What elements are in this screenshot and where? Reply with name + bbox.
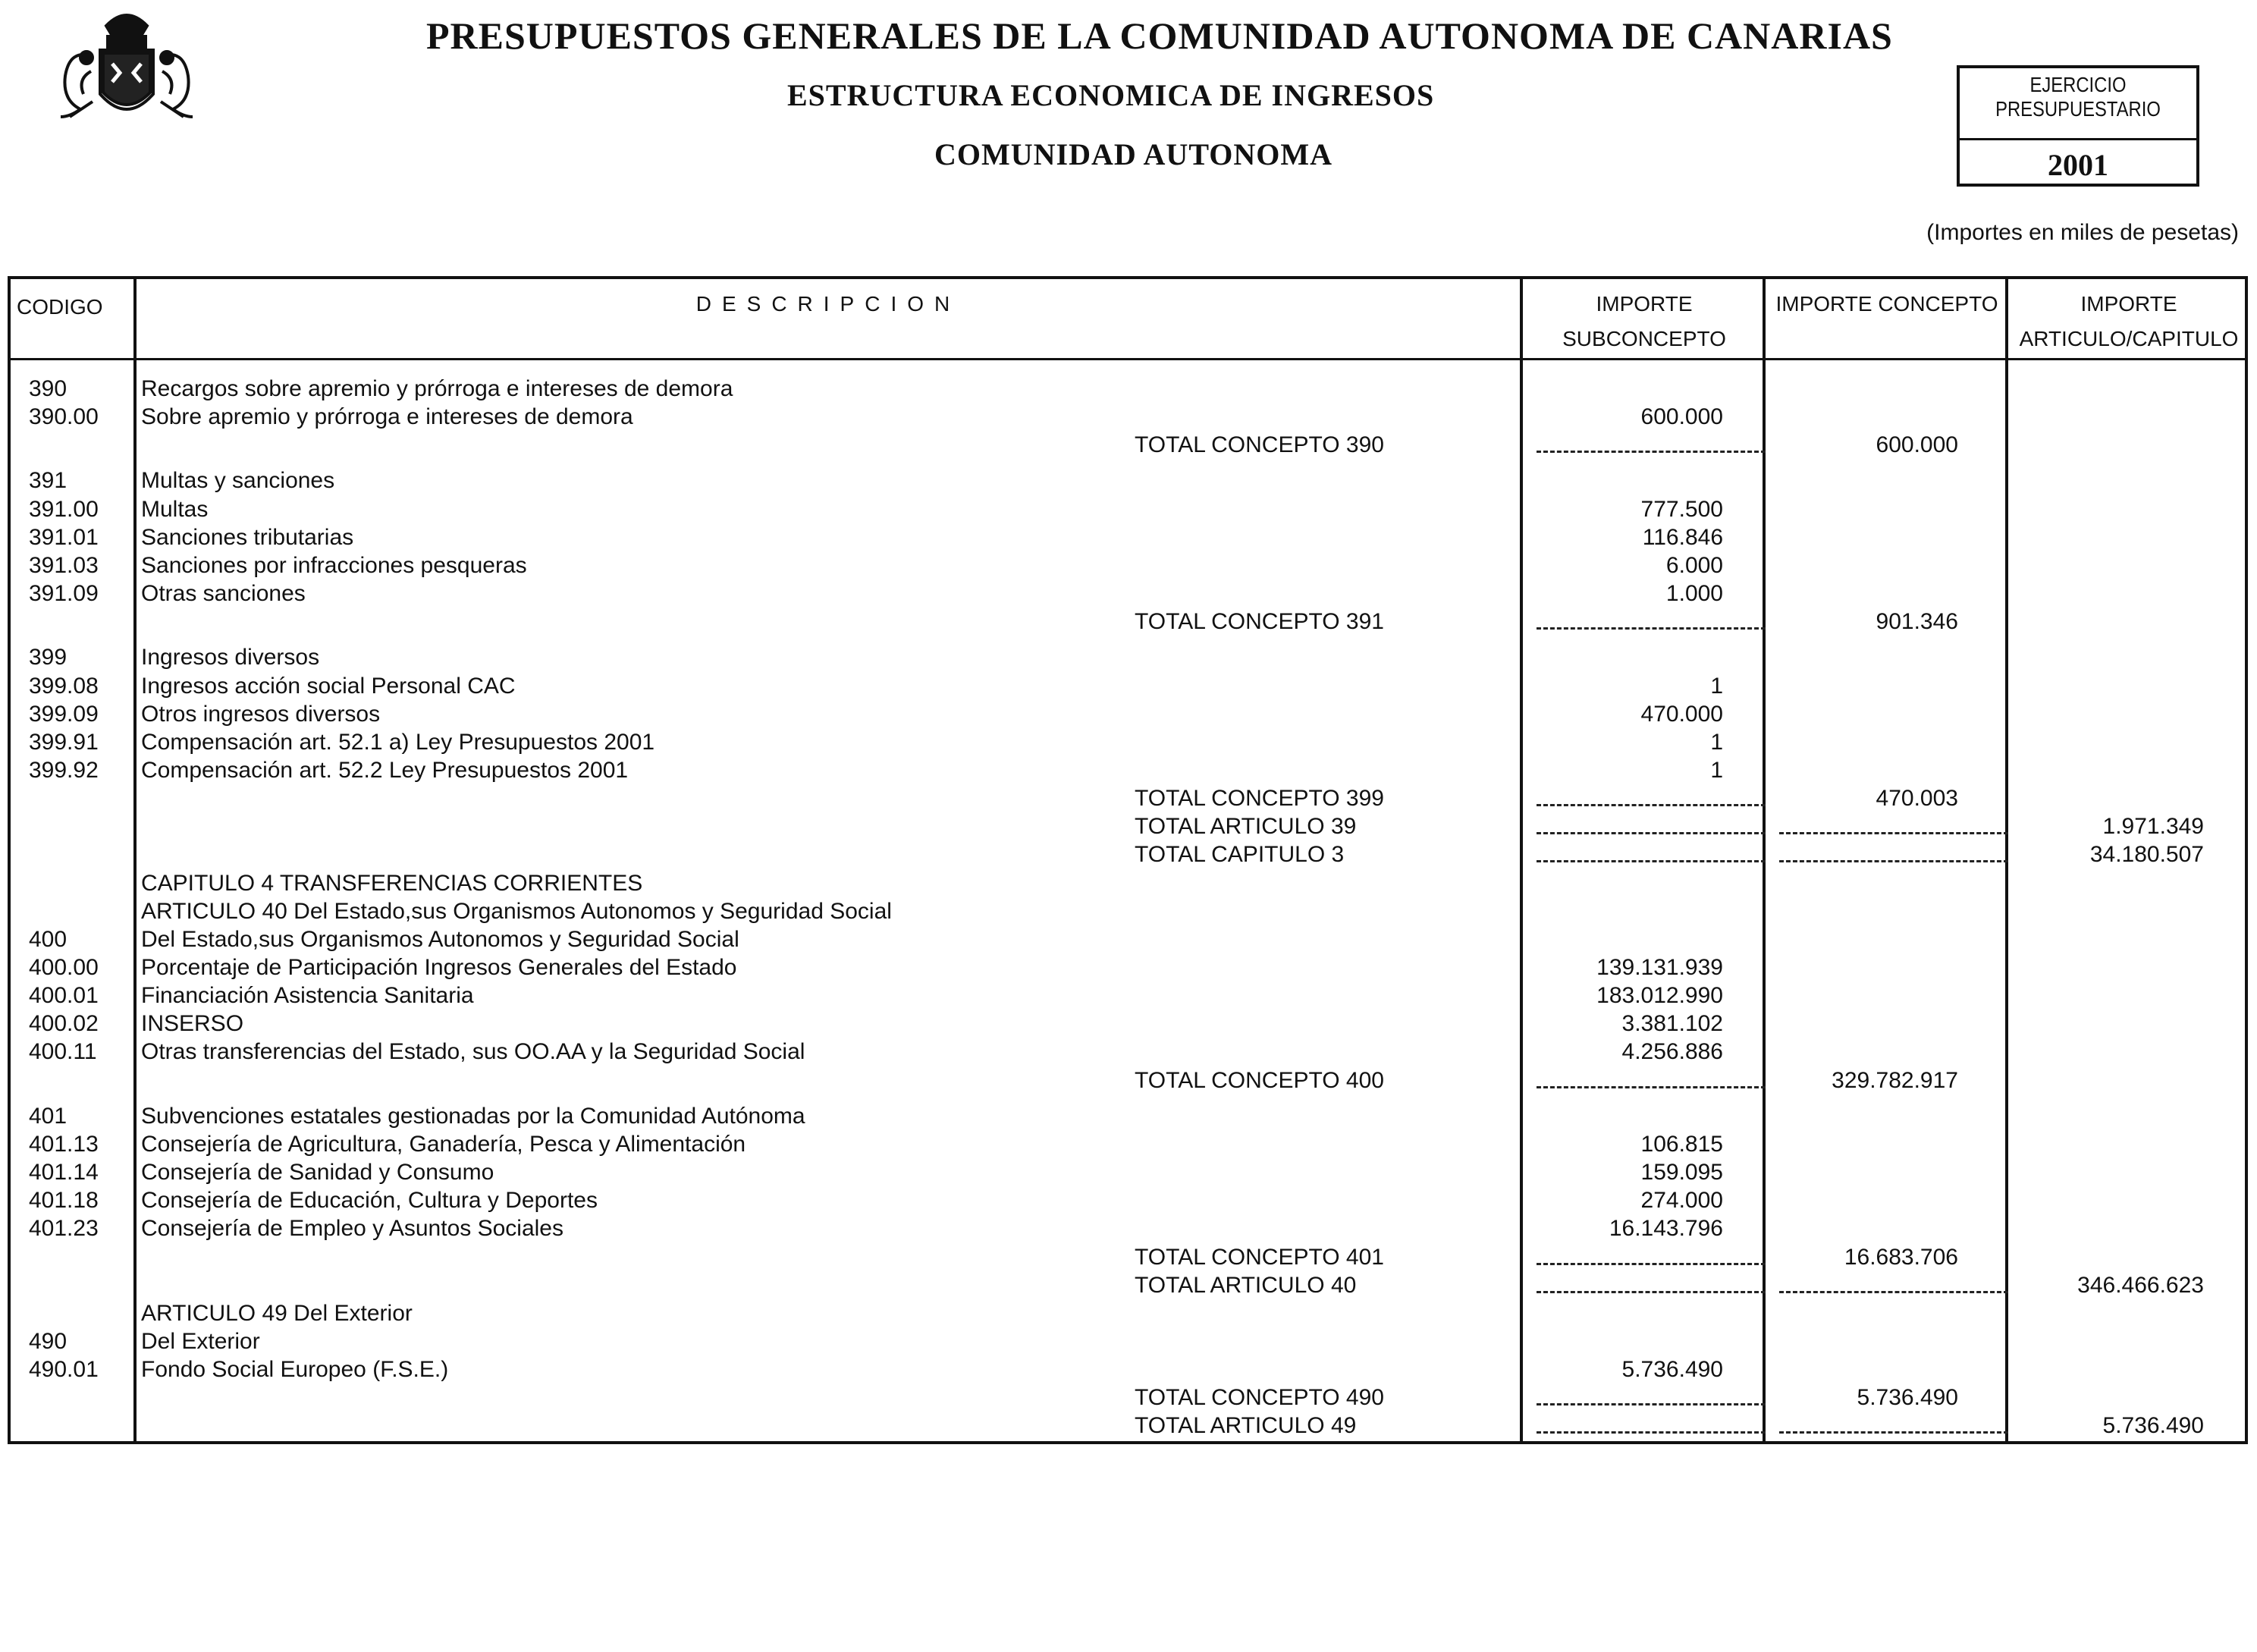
row-code: 400.11 [29,1039,97,1065]
row-concepto-amount: 16.683.706 [1844,1244,1958,1270]
row-concepto-amount: 470.003 [1876,786,1958,812]
row-total-label: TOTAL ARTICULO 39 [1135,814,1357,840]
row-subconcepto-amount: 16.143.796 [1609,1216,1723,1242]
row-concepto-amount: 5.736.490 [1857,1385,1958,1411]
row-total-label: TOTAL CONCEPTO 490 [1135,1385,1384,1411]
row-description: Del Exterior [141,1328,260,1354]
dashed-rule [1537,1263,1766,1265]
row-subconcepto-amount: 274.000 [1640,1188,1723,1214]
row-code: 400.02 [29,1011,99,1037]
row-code: 399.92 [29,757,99,783]
row-subconcepto-amount: 139.131.939 [1596,955,1723,980]
dashed-rule [1779,832,2008,834]
row-subconcepto-amount: 106.815 [1640,1131,1723,1157]
row-description: Consejería de Empleo y Asuntos Sociales [141,1216,563,1242]
table-row [8,1383,2248,1412]
row-total-label: TOTAL CONCEPTO 390 [1135,432,1384,458]
row-subconcepto-amount: 1 [1710,757,1723,783]
row-code: 401.23 [29,1216,99,1242]
row-description: Recargos sobre apremio y prórroga e intereses de demora [141,376,733,401]
column-header-articulo: IMPORTE ARTICULO/CAPITULO [2019,292,2239,350]
dashed-rule [1537,1086,1766,1088]
fiscal-year-divider [1960,138,2196,140]
table-row [8,608,2248,636]
dashed-rule [1537,451,1766,453]
row-description: Subvenciones estatales gestionadas por la Comunidad Autónoma [141,1103,805,1129]
row-articulo-amount: 34.180.507 [2089,842,2204,868]
row-description: Compensación art. 52.2 Ley Presupuestos 2001 [141,757,629,783]
row-concepto-amount: 901.346 [1876,609,1958,635]
units-note: (Importes en miles de pesetas) [1926,220,2239,245]
dashed-rule [1779,1431,2008,1434]
row-code: 401.13 [29,1131,99,1157]
table-row [8,551,2248,579]
row-subconcepto-amount: 1 [1710,673,1723,699]
row-code: 391 [29,468,67,494]
row-code: 390 [29,376,67,401]
table-row [8,1102,2248,1130]
dashed-rule [1537,804,1766,806]
table-row [8,700,2248,728]
row-total-label: TOTAL ARTICULO 49 [1135,1413,1357,1439]
table-row [8,981,2248,1010]
table-row [8,1038,2248,1066]
row-code: 391.01 [29,524,99,550]
column-header-descripcion: DESCRIPCION [695,292,961,316]
row-subconcepto-amount: 777.500 [1640,496,1723,522]
table-row [8,579,2248,608]
table-row [8,784,2248,812]
document-subtitle: ESTRUCTURA ECONOMICA DE INGRESOS [787,78,1435,112]
dashed-rule [1537,860,1766,862]
row-description: Otros ingresos diversos [141,701,381,727]
row-concepto-amount: 600.000 [1876,432,1958,458]
row-code: 399.08 [29,673,99,699]
row-description: Fondo Social Europeo (F.S.E.) [141,1357,449,1383]
row-subconcepto-amount: 183.012.990 [1596,983,1723,1009]
table-row [8,431,2248,459]
table-row [8,375,2248,403]
document-title: PRESUPUESTOS GENERALES DE LA COMUNIDAD AUTONOMA DE CANARIAS [426,14,1893,57]
row-code: 400 [29,926,67,952]
table-row [8,1214,2248,1242]
table-row [8,869,2248,897]
row-description: Otras transferencias del Estado, sus OO.AA y la Seguridad Social [141,1039,805,1065]
row-description: Financiación Asistencia Sanitaria [141,983,474,1009]
row-description: Consejería de Sanidad y Consumo [141,1160,494,1186]
row-subconcepto-amount: 600.000 [1640,404,1723,430]
row-description: Otras sanciones [141,581,306,607]
table-row [8,812,2248,840]
table-row [8,1412,2248,1440]
coat-of-arms-icon [47,3,206,138]
row-subconcepto-amount: 5.736.490 [1621,1357,1723,1383]
row-code: 400.00 [29,955,99,980]
table-row [8,756,2248,784]
row-articulo-amount: 5.736.490 [2102,1413,2204,1439]
row-articulo-amount: 1.971.349 [2102,814,2204,840]
table-row [8,1355,2248,1383]
table-row [8,897,2248,925]
row-code: 391.09 [29,581,99,607]
table-row [8,840,2248,868]
row-description: Sanciones por infracciones pesqueras [141,552,527,578]
table-row [8,1271,2248,1299]
fiscal-year-value: 2001 [2048,148,2108,182]
row-description: Consejería de Agricultura, Ganadería, Pesca y Alimentación [141,1131,746,1157]
row-code: 390.00 [29,404,99,430]
row-subconcepto-amount: 6.000 [1665,552,1723,578]
dashed-rule [1779,860,2008,862]
table-row [8,1327,2248,1355]
table-row [8,1299,2248,1327]
row-code: 401 [29,1103,67,1129]
row-total-label: TOTAL CAPITULO 3 [1135,842,1345,868]
table-row [8,643,2248,671]
dashed-rule [1537,832,1766,834]
table-row [8,403,2248,431]
row-subconcepto-amount: 3.381.102 [1621,1011,1723,1037]
row-total-label: TOTAL ARTICULO 40 [1135,1272,1357,1298]
table-row [8,728,2248,756]
table-row [8,1158,2248,1186]
table-row [8,1010,2248,1038]
row-concepto-amount: 329.782.917 [1832,1067,1958,1093]
row-description: Ingresos acción social Personal CAC [141,673,516,699]
fiscal-year-box [1957,65,2199,187]
column-header-subconcepto: IMPORTE SUBCONCEPTO [1562,292,1726,350]
row-subconcepto-amount: 470.000 [1640,701,1723,727]
document-section: COMUNIDAD AUTONOMA [934,137,1333,171]
row-total-label: TOTAL CONCEPTO 391 [1135,609,1384,635]
row-code: 401.14 [29,1160,99,1186]
row-description: Multas [141,496,209,522]
dashed-rule [1537,1291,1766,1293]
row-subconcepto-amount: 159.095 [1640,1160,1723,1186]
row-subconcepto-amount: 1 [1710,729,1723,755]
table-row [8,1066,2248,1095]
income-table [8,276,2248,1444]
row-code: 391.03 [29,552,99,578]
row-description: Sobre apremio y prórroga e intereses de demora [141,404,633,430]
fiscal-year-label: EJERCICIO PRESUPUESTARIO [1995,73,2161,121]
dashed-rule [1779,1291,2008,1293]
table-row [8,925,2248,953]
row-articulo-amount: 346.466.623 [2077,1272,2204,1298]
row-description: CAPITULO 4 TRANSFERENCIAS CORRIENTES [141,870,643,896]
row-description: Del Estado,sus Organismos Autonomos y Seguridad Social [141,926,739,952]
row-code: 399.91 [29,729,99,755]
row-subconcepto-amount: 1.000 [1665,581,1723,607]
row-code: 399.09 [29,701,99,727]
row-description: INSERSO [141,1011,244,1037]
row-description: Multas y sanciones [141,468,335,494]
row-code: 399 [29,645,67,671]
row-code: 490.01 [29,1357,99,1383]
table-row [8,1186,2248,1214]
table-row [8,523,2248,551]
row-description: Sanciones tributarias [141,524,354,550]
dashed-rule [1537,1431,1766,1434]
table-row [8,1243,2248,1271]
row-description: ARTICULO 40 Del Estado,sus Organismos Autonomos y Seguridad Social [141,898,892,924]
row-subconcepto-amount: 116.846 [1642,524,1723,550]
header-divider [8,358,2248,360]
table-row [8,466,2248,495]
table-row [8,1130,2248,1158]
row-code: 490 [29,1328,67,1354]
column-header-codigo: CODIGO [17,295,103,319]
row-total-label: TOTAL CONCEPTO 399 [1135,786,1384,812]
row-code: 400.01 [29,983,99,1009]
dashed-rule [1537,627,1766,630]
row-code: 401.18 [29,1188,99,1214]
row-description: Porcentaje de Participación Ingresos Generales del Estado [141,955,737,980]
column-header-concepto: IMPORTE CONCEPTO [1775,292,1998,316]
row-subconcepto-amount: 4.256.886 [1621,1039,1723,1065]
row-description: Consejería de Educación, Cultura y Deportes [141,1188,598,1214]
table-row [8,495,2248,523]
row-description: ARTICULO 49 Del Exterior [141,1300,413,1326]
row-description: Compensación art. 52.1 a) Ley Presupuestos 2001 [141,729,655,755]
row-total-label: TOTAL CONCEPTO 400 [1135,1067,1384,1093]
dashed-rule [1537,1403,1766,1405]
row-total-label: TOTAL CONCEPTO 401 [1135,1244,1384,1270]
table-row [8,953,2248,981]
row-code: 391.00 [29,496,99,522]
row-description: Ingresos diversos [141,645,320,671]
table-row [8,672,2248,700]
